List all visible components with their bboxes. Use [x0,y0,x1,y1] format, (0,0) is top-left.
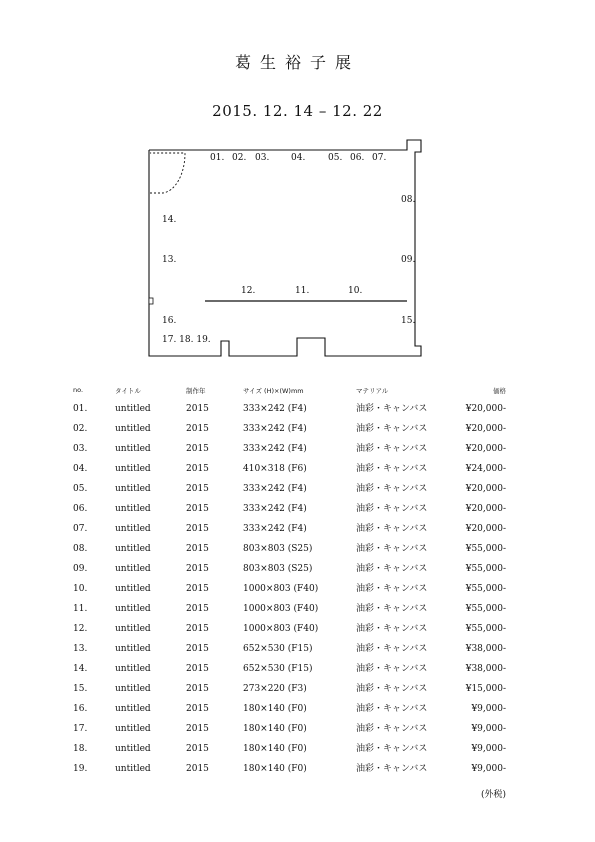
row-title: untitled [115,404,151,414]
row-price: ¥55,000- [465,564,506,574]
floor-label-02: 02. [232,153,247,163]
row-price: ¥9,000- [471,744,506,754]
row-material: 油彩・キャンバス [356,664,428,674]
tax-note: (外税) [480,790,506,800]
row-title: untitled [115,544,151,554]
floor-plan [145,138,435,360]
row-size: 333×242 (F4) [243,524,307,534]
row-material: 油彩・キャンバス [356,444,428,454]
table-row [0,765,595,785]
row-number: 07. [73,524,88,534]
row-price: ¥20,000- [465,424,506,434]
row-price: ¥55,000- [465,584,506,594]
row-year: 2015 [186,504,209,514]
row-number: 06. [73,504,88,514]
row-material: 油彩・キャンバス [356,644,428,654]
row-title: untitled [115,744,151,754]
floor-label-07: 07. [372,153,387,163]
row-price: ¥20,000- [465,444,506,454]
floor-label-15: 15. [401,316,416,326]
table-row [0,545,595,565]
row-material: 油彩・キャンバス [356,484,428,494]
row-price: ¥24,000- [465,464,506,474]
floor-label-14: 14. [162,215,177,225]
table-row [0,505,595,525]
row-material: 油彩・キャンバス [356,684,428,694]
row-year: 2015 [186,604,209,614]
row-title: untitled [115,704,151,714]
floor-plan-walls [145,138,435,360]
row-size: 1000×803 (F40) [243,584,319,594]
floor-label-13: 13. [162,255,177,265]
row-material: 油彩・キャンバス [356,424,428,434]
row-number: 12. [73,624,88,634]
row-size: 180×140 (F0) [243,724,307,734]
left-wall-marker [149,298,153,304]
floor-label-01: 01. [210,153,225,163]
row-number: 16. [73,704,88,714]
table-row [0,485,595,505]
row-number: 03. [73,444,88,454]
row-title: untitled [115,664,151,674]
row-number: 08. [73,544,88,554]
row-material: 油彩・キャンバス [356,624,428,634]
row-size: 180×140 (F0) [243,764,307,774]
row-price: ¥9,000- [471,704,506,714]
row-number: 10. [73,584,88,594]
row-size: 180×140 (F0) [243,744,307,754]
row-price: ¥20,000- [465,504,506,514]
row-title: untitled [115,724,151,734]
row-year: 2015 [186,724,209,734]
header-year: 制作年 [186,387,206,395]
exhibition-dates: 2015. 12. 14 – 12. 22 [212,102,383,120]
header-no: no. [73,386,84,394]
row-number: 05. [73,484,88,494]
row-year: 2015 [186,664,209,674]
row-price: ¥15,000- [465,684,506,694]
row-size: 273×220 (F3) [243,684,307,694]
row-price: ¥9,000- [471,764,506,774]
exhibition-title: 葛生裕子展 [234,53,360,72]
row-year: 2015 [186,524,209,534]
floor-label-10: 10. [348,286,363,296]
table-row [0,405,595,425]
row-title: untitled [115,624,151,634]
row-year: 2015 [186,764,209,774]
row-year: 2015 [186,704,209,714]
row-title: untitled [115,584,151,594]
floor-label-06: 06. [350,153,365,163]
floor-label-16: 16. [162,316,177,326]
table-row [0,605,595,625]
row-title: untitled [115,604,151,614]
row-size: 1000×803 (F40) [243,604,319,614]
row-material: 油彩・キャンバス [356,464,428,474]
table-row [0,665,595,685]
header-material: マテリアル [356,387,389,395]
floor-label-12: 12. [241,286,256,296]
row-price: ¥20,000- [465,524,506,534]
row-year: 2015 [186,404,209,414]
row-title: untitled [115,684,151,694]
row-material: 油彩・キャンバス [356,744,428,754]
row-year: 2015 [186,684,209,694]
row-price: ¥55,000- [465,544,506,554]
row-size: 410×318 (F6) [243,464,307,474]
row-year: 2015 [186,624,209,634]
row-size: 1000×803 (F40) [243,624,319,634]
row-number: 04. [73,464,88,474]
row-material: 油彩・キャンバス [356,704,428,714]
floor-label-09: 09. [401,255,416,265]
table-row [0,625,595,645]
header-size: サイズ (H)×(W)mm [243,387,304,395]
row-size: 333×242 (F4) [243,444,307,454]
row-price: ¥20,000- [465,484,506,494]
row-number: 17. [73,724,88,734]
row-material: 油彩・キャンバス [356,604,428,614]
row-year: 2015 [186,644,209,654]
row-size: 803×803 (S25) [243,564,313,574]
row-price: ¥38,000- [465,664,506,674]
row-year: 2015 [186,564,209,574]
table-row [0,585,595,605]
row-material: 油彩・キャンバス [356,764,428,774]
row-material: 油彩・キャンバス [356,544,428,554]
row-title: untitled [115,564,151,574]
row-number: 09. [73,564,88,574]
row-price: ¥20,000- [465,404,506,414]
door-swing [150,153,185,193]
row-size: 333×242 (F4) [243,484,307,494]
row-year: 2015 [186,484,209,494]
row-year: 2015 [186,464,209,474]
table-row [0,725,595,745]
table-row [0,685,595,705]
row-year: 2015 [186,544,209,554]
row-number: 13. [73,644,88,654]
row-title: untitled [115,424,151,434]
row-number: 15. [73,684,88,694]
row-size: 803×803 (S25) [243,544,313,554]
row-year: 2015 [186,424,209,434]
row-number: 14. [73,664,88,674]
floor-label-08: 08. [401,195,416,205]
row-year: 2015 [186,444,209,454]
row-title: untitled [115,644,151,654]
row-number: 02. [73,424,88,434]
header-title: タイトル [115,387,141,395]
floor-label-03: 03. [255,153,270,163]
row-material: 油彩・キャンバス [356,724,428,734]
outer-wall [149,140,421,356]
row-material: 油彩・キャンバス [356,584,428,594]
row-price: ¥9,000- [471,724,506,734]
table-row [0,705,595,725]
table-row [0,425,595,445]
row-size: 652×530 (F15) [243,644,313,654]
row-material: 油彩・キャンバス [356,524,428,534]
row-price: ¥55,000- [465,604,506,614]
row-size: 333×242 (F4) [243,504,307,514]
table-row [0,565,595,585]
row-material: 油彩・キャンバス [356,504,428,514]
row-price: ¥55,000- [465,624,506,634]
floor-label-11: 11. [295,286,310,296]
row-title: untitled [115,504,151,514]
row-size: 652×530 (F15) [243,664,313,674]
floor-label-04: 04. [291,153,306,163]
row-year: 2015 [186,744,209,754]
header-price: 価格 [493,387,506,395]
row-title: untitled [115,764,151,774]
row-year: 2015 [186,584,209,594]
table-row [0,525,595,545]
table-row [0,445,595,465]
row-number: 19. [73,764,88,774]
row-price: ¥38,000- [465,644,506,654]
row-number: 18. [73,744,88,754]
row-number: 11. [73,604,88,614]
floor-label-05: 05. [328,153,343,163]
row-size: 333×242 (F4) [243,424,307,434]
row-material: 油彩・キャンバス [356,564,428,574]
table-row [0,645,595,665]
table-row [0,745,595,765]
table-row [0,465,595,485]
row-title: untitled [115,444,151,454]
floor-label-17-19: 17. 18. 19. [162,335,211,345]
row-title: untitled [115,524,151,534]
row-size: 333×242 (F4) [243,404,307,414]
row-material: 油彩・キャンバス [356,404,428,414]
row-title: untitled [115,484,151,494]
row-size: 180×140 (F0) [243,704,307,714]
row-title: untitled [115,464,151,474]
row-number: 01. [73,404,88,414]
